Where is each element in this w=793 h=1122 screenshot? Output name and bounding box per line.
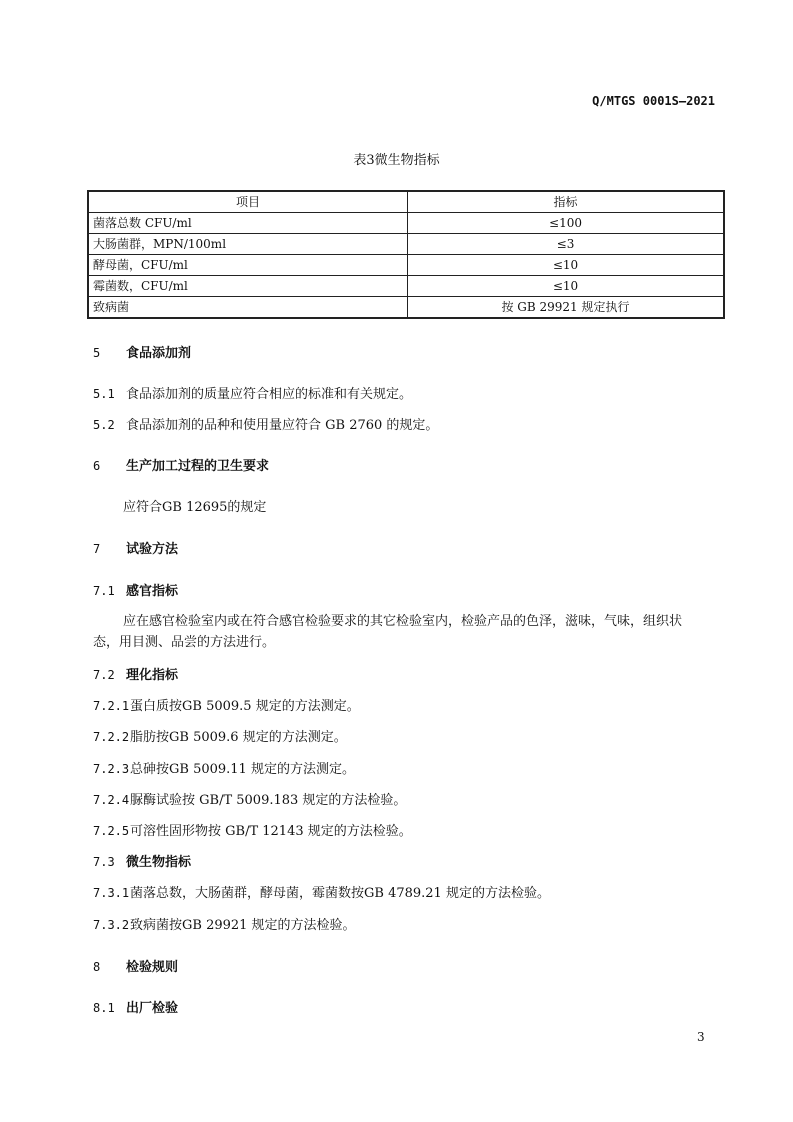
line-text: 检验规则 — [126, 960, 179, 975]
table-row — [88, 297, 724, 319]
section-number: 7.2.2 — [93, 730, 130, 744]
item-cell: 霉菌数，CFU/ml — [88, 276, 408, 297]
line-text: 感官指标 — [126, 584, 179, 599]
section-number: 5.1 — [93, 387, 115, 401]
table-header-row — [88, 191, 724, 213]
section-number: 7.3.2 — [93, 918, 130, 932]
microbial-table — [87, 190, 725, 319]
line-text: 生产加工过程的卫生要求 — [126, 459, 270, 474]
section-number: 7.2.5 — [93, 824, 130, 838]
line-text: 食品添加剂的质量应符合相应的标准和有关规定。 — [126, 387, 413, 402]
table-row — [88, 255, 724, 276]
item-cell: 菌落总数 CFU/ml — [88, 213, 408, 234]
section-number: 7.2 — [93, 668, 115, 682]
line-text: 蛋白质按GB 5009.5 规定的方法测定。 — [130, 699, 360, 714]
paragraph-line — [93, 822, 412, 841]
value-cell: ≤3 — [408, 234, 725, 255]
line-text: 食品添加剂的品种和使用量应符合 GB 2760 的规定。 — [126, 418, 439, 433]
line-text: 试验方法 — [126, 542, 179, 557]
section-number: 7.2.1 — [93, 699, 130, 713]
paragraph-line — [93, 416, 438, 435]
header-cell: 项目 — [88, 191, 408, 213]
section-heading — [93, 344, 191, 363]
value-cell: ≤100 — [408, 213, 725, 234]
section-number: 5.2 — [93, 418, 115, 432]
line-text: 致病菌按GB 29921 规定的方法检验。 — [130, 918, 356, 933]
table-caption: 表3微生物指标 — [353, 153, 440, 168]
item-cell: 大肠菌群，MPN/100ml — [88, 234, 408, 255]
section-number: 8.1 — [93, 1001, 115, 1015]
table-row — [88, 234, 724, 255]
section-number: 7.2.3 — [93, 762, 130, 776]
item-cell: 致病菌 — [88, 297, 408, 319]
section-number: 7.2.4 — [93, 793, 130, 807]
line-text: 脂肪按GB 5009.6 规定的方法测定。 — [130, 730, 347, 745]
section-number: 7.3.1 — [93, 886, 130, 900]
paragraph-line — [123, 613, 682, 631]
paragraph-line — [93, 728, 347, 747]
section-number: 7.1 — [93, 584, 115, 598]
line-text: 应在感官检验室内或在符合感官检验要求的其它检验室内，检验产品的色泽，滋味，气味，组织状 — [123, 614, 683, 629]
line-text: 菌落总数，大肠菌群，酵母菌，霉菌数按GB 4789.21 规定的方法检验。 — [130, 886, 550, 901]
line-text: 出厂检验 — [126, 1001, 179, 1016]
line-text: 微生物指标 — [126, 855, 192, 870]
value-cell: ≤10 — [408, 276, 725, 297]
paragraph-line — [123, 499, 266, 517]
paragraph-line — [93, 634, 275, 652]
section-heading — [93, 666, 178, 685]
paragraph-line — [93, 697, 360, 716]
section-heading — [93, 582, 178, 601]
section-heading — [93, 853, 191, 872]
section-number: 8 — [93, 960, 101, 974]
line-text: 可溶性固形物按 GB/T 12143 规定的方法检验。 — [130, 824, 412, 839]
section-heading — [93, 540, 178, 559]
paragraph-line — [93, 884, 550, 903]
value-cell: ≤10 — [408, 255, 725, 276]
section-number: 6 — [93, 459, 101, 473]
line-text: 应符合GB 12695的规定 — [123, 500, 267, 515]
table-row — [88, 213, 724, 234]
line-text: 脲酶试验按 GB/T 5009.183 规定的方法检验。 — [130, 793, 407, 808]
section-number: 5 — [93, 346, 101, 360]
section-number: 7 — [93, 542, 101, 556]
item-cell: 酵母菌，CFU/ml — [88, 255, 408, 276]
table-row — [88, 276, 724, 297]
line-text: 态，用目测、品尝的方法进行。 — [93, 635, 276, 650]
section-heading — [93, 457, 269, 476]
line-text: 总砷按GB 5009.11 规定的方法测定。 — [130, 762, 355, 777]
section-heading — [93, 958, 178, 977]
paragraph-line — [93, 385, 412, 404]
header-cell: 指标 — [408, 191, 725, 213]
paragraph-line — [93, 916, 356, 935]
line-text: 食品添加剂 — [126, 346, 192, 361]
section-number: 7.3 — [93, 855, 115, 869]
paragraph-line — [93, 760, 355, 779]
page-number: 3 — [697, 1030, 705, 1044]
doc-code: Q/MTGS 0001S—2021 — [592, 94, 715, 108]
section-heading — [93, 999, 178, 1018]
paragraph-line — [93, 791, 406, 810]
value-cell: 按 GB 29921 规定执行 — [408, 297, 725, 319]
line-text: 理化指标 — [126, 668, 179, 683]
